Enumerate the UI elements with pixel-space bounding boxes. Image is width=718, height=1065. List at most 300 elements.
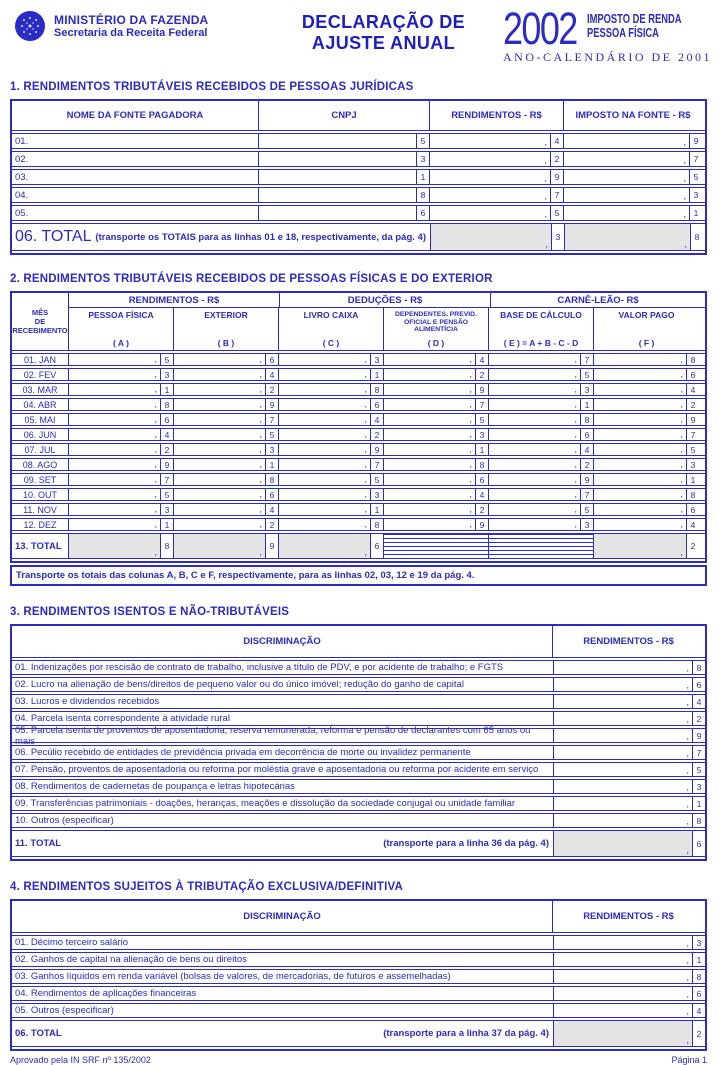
imposto-cell (564, 152, 702, 166)
rendimentos-cell (554, 695, 705, 708)
check-digit: 2 (475, 369, 488, 380)
check-digit: 6 (265, 489, 278, 500)
year-badge: 2002 (503, 3, 577, 54)
national-emblem-icon (14, 10, 46, 42)
col-e-field[interactable]: , (574, 459, 577, 469)
fonte-pagadora-field[interactable]: 01. (12, 134, 259, 148)
table-row (12, 428, 705, 441)
section1-total-row (12, 223, 705, 251)
table-row (12, 952, 705, 967)
section1-table (10, 99, 707, 255)
col-header-pessoa-fisica: PESSOA FÍSICA ( A ) (69, 308, 174, 350)
rendimentos-field[interactable]: , (686, 663, 689, 673)
col-c-field[interactable]: , (364, 369, 367, 379)
discriminacao-label: 03. Ganhos líquidos em renda variável (bolsas de valores, de mercadorias, de futuros e assemelhadas) (12, 970, 554, 983)
total-rendimentos-cell (554, 1021, 705, 1046)
col-d-field[interactable]: , (469, 429, 472, 439)
cnpj-field[interactable] (259, 170, 416, 184)
cnpj-field[interactable] (259, 206, 416, 220)
discriminacao-label: 01. Indenizações por rescisão de contrato de trabalho, inclusive a título de PDV, e por acidente de trabalho; e FGTS (12, 661, 554, 674)
check-digit: 1 (416, 170, 429, 184)
col-d-field[interactable]: , (469, 354, 472, 364)
check-digit: 4 (686, 519, 699, 530)
table-row (12, 518, 705, 531)
check-digit: 6 (580, 429, 593, 440)
col-c-field[interactable]: , (364, 429, 367, 439)
col-d-field[interactable]: , (469, 474, 472, 484)
col-d-field[interactable]: , (469, 414, 472, 424)
col-c-field[interactable]: , (364, 489, 367, 499)
total-label: 13. TOTAL (12, 534, 69, 558)
col-c-field[interactable]: , (364, 354, 367, 364)
total-col-f-field[interactable]: , (594, 534, 686, 558)
check-digit: 1 (692, 797, 705, 810)
total-col-b-field[interactable]: , (174, 534, 265, 558)
col-b-field[interactable]: , (259, 414, 262, 424)
total-col-e-blocked-cell (489, 534, 594, 558)
col-a-field[interactable]: , (154, 414, 157, 424)
col-f-field[interactable]: , (680, 519, 683, 529)
col-a-field[interactable]: , (154, 489, 157, 499)
check-digit: 1 (265, 459, 278, 470)
check-digit: 1 (475, 444, 488, 455)
check-digit: 5 (475, 414, 488, 425)
col-d-cell (384, 474, 489, 485)
col-header-rendimentos: RENDIMENTOS - R$ (583, 911, 674, 922)
check-digit: 9 (160, 459, 173, 470)
col-a-cell (69, 369, 174, 380)
group-header-deducoes: DEDUÇÕES - R$ (280, 293, 491, 307)
check-digit: 4 (692, 695, 705, 708)
month-label: 06. JUN (12, 429, 69, 440)
check-digit: 4 (475, 354, 488, 365)
check-digit: 8 (692, 814, 705, 827)
col-b-field[interactable]: , (259, 444, 262, 454)
section4-header-row (12, 901, 705, 933)
col-header-fonte-pagadora: NOME DA FONTE PAGADORA (12, 101, 259, 130)
col-b-field[interactable]: , (259, 369, 262, 379)
col-e-field[interactable]: , (574, 489, 577, 499)
col-header-exterior: EXTERIOR ( B ) (174, 308, 279, 350)
total-col-c-field[interactable]: , (279, 534, 370, 558)
total-rendimentos-cell (431, 224, 565, 250)
col-e-cell (489, 519, 594, 530)
rendimentos-field[interactable]: , (686, 989, 689, 999)
total-transport-note: (transporte para a linha 37 da pág. 4) (383, 1028, 549, 1039)
col-b-field[interactable]: , (259, 519, 262, 529)
check-digit: 1 (370, 504, 383, 515)
rendimentos-field[interactable]: , (686, 748, 689, 758)
check-digit: 7 (475, 399, 488, 410)
check-digit: 8 (690, 224, 703, 250)
check-digit: 2 (265, 519, 278, 530)
col-c-field[interactable]: , (364, 384, 367, 394)
col-f-cell (594, 504, 699, 515)
rendimentos-field[interactable]: , (544, 209, 547, 219)
check-digit: 1 (370, 369, 383, 380)
check-digit: 7 (692, 746, 705, 759)
check-digit: 3 (580, 519, 593, 530)
col-header-rendimentos: RENDIMENTOS - R$ (583, 636, 674, 647)
col-f-field[interactable]: , (680, 489, 683, 499)
col-a-cell (69, 429, 174, 440)
col-e-cell (489, 504, 594, 515)
rendimentos-cell (430, 206, 564, 220)
check-digit: 5 (265, 429, 278, 440)
section1-header-row (12, 101, 705, 131)
col-a-cell (69, 519, 174, 530)
check-digit: 8 (692, 970, 705, 983)
rendimentos-field[interactable]: , (686, 955, 689, 965)
col-b-cell (174, 399, 279, 410)
col-c-cell (279, 444, 384, 455)
table-row (12, 694, 705, 709)
rendimentos-field[interactable]: , (686, 816, 689, 826)
col-e-field[interactable]: , (574, 429, 577, 439)
col-c-cell (279, 489, 384, 500)
total-col-c-cell (279, 534, 384, 558)
check-digit: 2 (686, 399, 699, 410)
check-digit: 5 (689, 170, 702, 184)
check-digit: 3 (551, 224, 564, 250)
col-e-cell (489, 429, 594, 440)
col-e-field[interactable]: , (574, 399, 577, 409)
check-digit: 6 (265, 354, 278, 365)
check-digit: 7 (580, 489, 593, 500)
col-header-valor-pago: VALOR PAGO ( F ) (618, 310, 675, 348)
col-header-base-calculo: BASE DE CÁLCULO ( E ) = A + B - C - D (489, 308, 594, 350)
col-d-field[interactable]: , (469, 519, 472, 529)
rendimentos-field[interactable]: , (686, 680, 689, 690)
rendimentos-field[interactable]: , (686, 697, 689, 707)
col-b-cell (174, 414, 279, 425)
discriminacao-label: 05. Parcela isenta de proventos de aposentadoria, reserva remunerada, reforma e pensão de declarantes com 65 anos ou mais (12, 729, 554, 742)
col-f-cell (594, 444, 699, 455)
col-f-field[interactable]: , (680, 474, 683, 484)
check-digit: 3 (160, 369, 173, 380)
table-row (12, 353, 705, 366)
check-digit: 8 (580, 414, 593, 425)
col-a-field[interactable]: , (154, 384, 157, 394)
col-d-cell (384, 414, 489, 425)
imposto-field[interactable]: , (683, 209, 686, 219)
rendimentos-field[interactable]: , (686, 782, 689, 792)
col-d-field[interactable]: , (469, 369, 472, 379)
total-col-b-cell (174, 534, 279, 558)
col-c-field[interactable]: , (364, 444, 367, 454)
check-digit: 8 (370, 384, 383, 395)
check-digit: 5 (686, 444, 699, 455)
col-f-field[interactable]: , (680, 369, 683, 379)
check-digit: 5 (160, 354, 173, 365)
check-digit: 6 (416, 206, 429, 220)
cnpj-field[interactable] (259, 134, 416, 148)
month-label: 03. MAR (12, 384, 69, 395)
total-col-f-cell (594, 534, 699, 558)
check-digit: 2 (370, 429, 383, 440)
rendimentos-field[interactable]: , (686, 1006, 689, 1016)
col-f-field[interactable]: , (680, 384, 683, 394)
section2-title: 2. RENDIMENTOS TRIBUTÁVEIS RECEBIDOS DE PESSOAS FÍSICAS E DO EXTERIOR (10, 273, 493, 285)
col-c-field[interactable]: , (364, 474, 367, 484)
imposto-field[interactable]: , (683, 173, 686, 183)
check-digit: 5 (160, 489, 173, 500)
col-b-field[interactable]: , (259, 429, 262, 439)
check-digit: 9 (265, 399, 278, 410)
rendimentos-field[interactable]: , (544, 137, 547, 147)
rendimentos-cell (430, 170, 564, 184)
col-a-field[interactable]: , (154, 429, 157, 439)
col-f-field[interactable]: , (680, 504, 683, 514)
form-title-line2: AJUSTE ANUAL (311, 33, 456, 53)
table-row (12, 398, 705, 411)
rendimentos-field[interactable]: , (686, 714, 689, 724)
rendimentos-field[interactable]: , (544, 173, 547, 183)
total-col-d-blocked-cell (384, 534, 489, 558)
col-b-field[interactable]: , (259, 474, 262, 484)
col-c-cell (279, 504, 384, 515)
section4-table (10, 899, 707, 1051)
imposto-cell (564, 170, 702, 184)
col-f-cell (594, 369, 699, 380)
total-rendimentos-field[interactable]: , (554, 831, 692, 856)
check-digit: 3 (686, 459, 699, 470)
col-b-field[interactable]: , (259, 399, 262, 409)
fonte-pagadora-field[interactable]: 03. (12, 170, 259, 184)
calendar-year: ANO-CALENDÁRIO DE 2001 (503, 50, 712, 64)
table-row (12, 413, 705, 426)
col-e-cell (489, 489, 594, 500)
rendimentos-cell (554, 678, 705, 691)
rendimentos-field[interactable]: , (686, 972, 689, 982)
rendimentos-cell (430, 152, 564, 166)
check-digit: 5 (416, 134, 429, 148)
rendimentos-cell (554, 746, 705, 759)
col-c-field[interactable]: , (364, 519, 367, 529)
col-f-cell (594, 489, 699, 500)
check-digit: 5 (580, 369, 593, 380)
col-e-field[interactable]: , (574, 519, 577, 529)
discriminacao-label: 10. Outros (especificar) (12, 814, 554, 827)
col-e-field[interactable]: , (574, 354, 577, 364)
col-b-cell (174, 384, 279, 395)
table-row (12, 169, 705, 185)
col-e-field[interactable]: , (574, 384, 577, 394)
col-d-cell (384, 504, 489, 515)
check-digit: 5 (370, 474, 383, 485)
rendimentos-cell (554, 797, 705, 810)
rendimentos-cell (554, 763, 705, 776)
table-row (12, 796, 705, 811)
col-f-field[interactable]: , (680, 399, 683, 409)
imposto-cell (564, 188, 702, 202)
col-header-cnpj: CNPJ (259, 101, 430, 130)
col-d-field[interactable]: , (469, 504, 472, 514)
col-d-cell (384, 489, 489, 500)
check-digit: 6 (370, 399, 383, 410)
month-label: 02. FEV (12, 369, 69, 380)
cnpj-cell (259, 134, 430, 148)
col-e-field[interactable]: , (574, 369, 577, 379)
rendimentos-cell (554, 987, 705, 1000)
form-title (264, 10, 503, 54)
table-row (12, 503, 705, 516)
col-f-field[interactable]: , (680, 414, 683, 424)
total-label: 06. TOTAL (15, 228, 92, 245)
ministry-block (14, 10, 264, 42)
section4-title: 4. RENDIMENTOS SUJEITOS À TRIBUTAÇÃO EXCLUSIVA/DEFINITIVA (10, 881, 404, 893)
col-a-field[interactable]: , (154, 354, 157, 364)
col-a-field[interactable]: , (154, 459, 157, 469)
total-rendimentos-field[interactable]: , (431, 224, 551, 250)
table-row (12, 151, 705, 167)
fonte-pagadora-field[interactable]: 02. (12, 152, 259, 166)
check-digit: 1 (689, 206, 702, 220)
tax-type-line1: IMPOSTO DE RENDA (587, 11, 682, 26)
check-digit: 4 (550, 134, 563, 148)
footer-page-number: Página 1 (671, 1055, 707, 1065)
col-a-field[interactable]: , (154, 519, 157, 529)
col-c-cell (279, 384, 384, 395)
check-digit: 1 (692, 953, 705, 966)
fonte-pagadora-field[interactable]: 05. (12, 206, 259, 220)
col-c-field[interactable]: , (364, 459, 367, 469)
table-row (12, 745, 705, 760)
rendimentos-field[interactable]: , (686, 731, 689, 741)
total-imposto-field[interactable]: , (565, 224, 690, 250)
col-f-field[interactable]: , (680, 444, 683, 454)
discriminacao-label: 04. Parcela isenta correspondente à atividade rural (12, 712, 554, 725)
table-row (12, 779, 705, 794)
check-digit: 3 (370, 489, 383, 500)
col-e-field[interactable]: , (574, 414, 577, 424)
col-f-field[interactable]: , (680, 354, 683, 364)
col-e-cell (489, 384, 594, 395)
total-imposto-cell (565, 224, 703, 250)
col-f-field[interactable]: , (680, 459, 683, 469)
rendimentos-cell (554, 729, 705, 742)
table-row (12, 368, 705, 381)
col-a-field[interactable]: , (154, 399, 157, 409)
col-d-field[interactable]: , (469, 444, 472, 454)
col-e-field[interactable]: , (574, 504, 577, 514)
section2-body (12, 353, 705, 531)
imposto-field[interactable]: , (683, 137, 686, 147)
col-d-cell (384, 444, 489, 455)
col-c-cell (279, 369, 384, 380)
rendimentos-field[interactable]: , (686, 799, 689, 809)
col-b-cell (174, 459, 279, 470)
rendimentos-field[interactable]: , (686, 938, 689, 948)
cnpj-field[interactable] (259, 152, 416, 166)
col-e-cell (489, 414, 594, 425)
col-a-field[interactable]: , (154, 504, 157, 514)
col-e-field[interactable]: , (574, 474, 577, 484)
rendimentos-field[interactable]: , (544, 191, 547, 201)
check-digit: 1 (160, 384, 173, 395)
month-label: 12. DEZ (12, 519, 69, 530)
imposto-field[interactable]: , (683, 155, 686, 165)
col-b-field[interactable]: , (259, 489, 262, 499)
col-a-field[interactable]: , (154, 369, 157, 379)
col-b-cell (174, 429, 279, 440)
rendimentos-field[interactable]: , (544, 155, 547, 165)
col-b-field[interactable]: , (259, 459, 262, 469)
col-b-field[interactable]: , (259, 354, 262, 364)
col-e-cell (489, 444, 594, 455)
col-f-cell (594, 429, 699, 440)
col-d-cell (384, 399, 489, 410)
check-digit: 7 (689, 152, 702, 166)
col-b-field[interactable]: , (259, 504, 262, 514)
check-digit: 2 (550, 152, 563, 166)
fonte-pagadora-field[interactable]: 04. (12, 188, 259, 202)
table-row (12, 969, 705, 984)
form-title-line1: DECLARAÇÃO DE (301, 12, 466, 32)
col-a-field[interactable]: , (154, 474, 157, 484)
col-a-cell (69, 414, 174, 425)
col-b-cell (174, 489, 279, 500)
col-b-field[interactable]: , (259, 384, 262, 394)
col-c-cell (279, 414, 384, 425)
col-d-cell (384, 459, 489, 470)
imposto-field[interactable]: , (683, 191, 686, 201)
check-digit: 3 (580, 384, 593, 395)
col-f-field[interactable]: , (680, 429, 683, 439)
check-digit: 4 (686, 384, 699, 395)
col-a-field[interactable]: , (154, 444, 157, 454)
check-digit: 5 (692, 763, 705, 776)
month-label: 05. MAI (12, 414, 69, 425)
cnpj-field[interactable] (259, 188, 416, 202)
check-digit: 8 (692, 661, 705, 674)
discriminacao-label: 02. Ganhos de capital na alienação de bens ou direitos (12, 953, 554, 966)
check-digit: 9 (692, 729, 705, 742)
discriminacao-label: 02. Lucro na alienação de bens/direitos de pequeno valor ou do único imóvel; redução do ganho de capital (12, 678, 554, 691)
month-label: 07. JUL (12, 444, 69, 455)
col-d-cell (384, 384, 489, 395)
col-d-field[interactable]: , (469, 489, 472, 499)
check-digit: 8 (265, 474, 278, 485)
table-row (12, 187, 705, 203)
col-c-field[interactable]: , (364, 399, 367, 409)
discriminacao-label: 03. Lucros e dividendos recebidos (12, 695, 554, 708)
check-digit: 2 (475, 504, 488, 515)
check-digit: 8 (370, 519, 383, 530)
col-c-field[interactable]: , (364, 504, 367, 514)
rendimentos-field[interactable]: , (686, 765, 689, 775)
col-c-cell (279, 399, 384, 410)
total-col-a-field[interactable]: , (69, 534, 160, 558)
total-rendimentos-field[interactable]: , (554, 1021, 692, 1046)
table-row (12, 458, 705, 471)
col-b-cell (174, 444, 279, 455)
form-header (0, 0, 717, 65)
section4-body (12, 935, 705, 1018)
total-transport-note: (transporte os TOTAIS para as linhas 01 e 18, respectivamente, da pág. 4) (95, 231, 426, 243)
col-a-cell (69, 354, 174, 365)
check-digit: 3 (160, 504, 173, 515)
discriminacao-label: 07. Pensão, proventos de aposentadoria ou reforma por moléstia grave e aposentadoria ou reforma por acidente em serviço (12, 763, 554, 776)
col-c-field[interactable]: , (364, 414, 367, 424)
check-digit: 6 (692, 831, 705, 856)
col-e-field[interactable]: , (574, 444, 577, 454)
col-d-field[interactable]: , (469, 399, 472, 409)
col-d-field[interactable]: , (469, 384, 472, 394)
col-f-cell (594, 399, 699, 410)
col-d-field[interactable]: , (469, 459, 472, 469)
check-digit: 9 (475, 384, 488, 395)
